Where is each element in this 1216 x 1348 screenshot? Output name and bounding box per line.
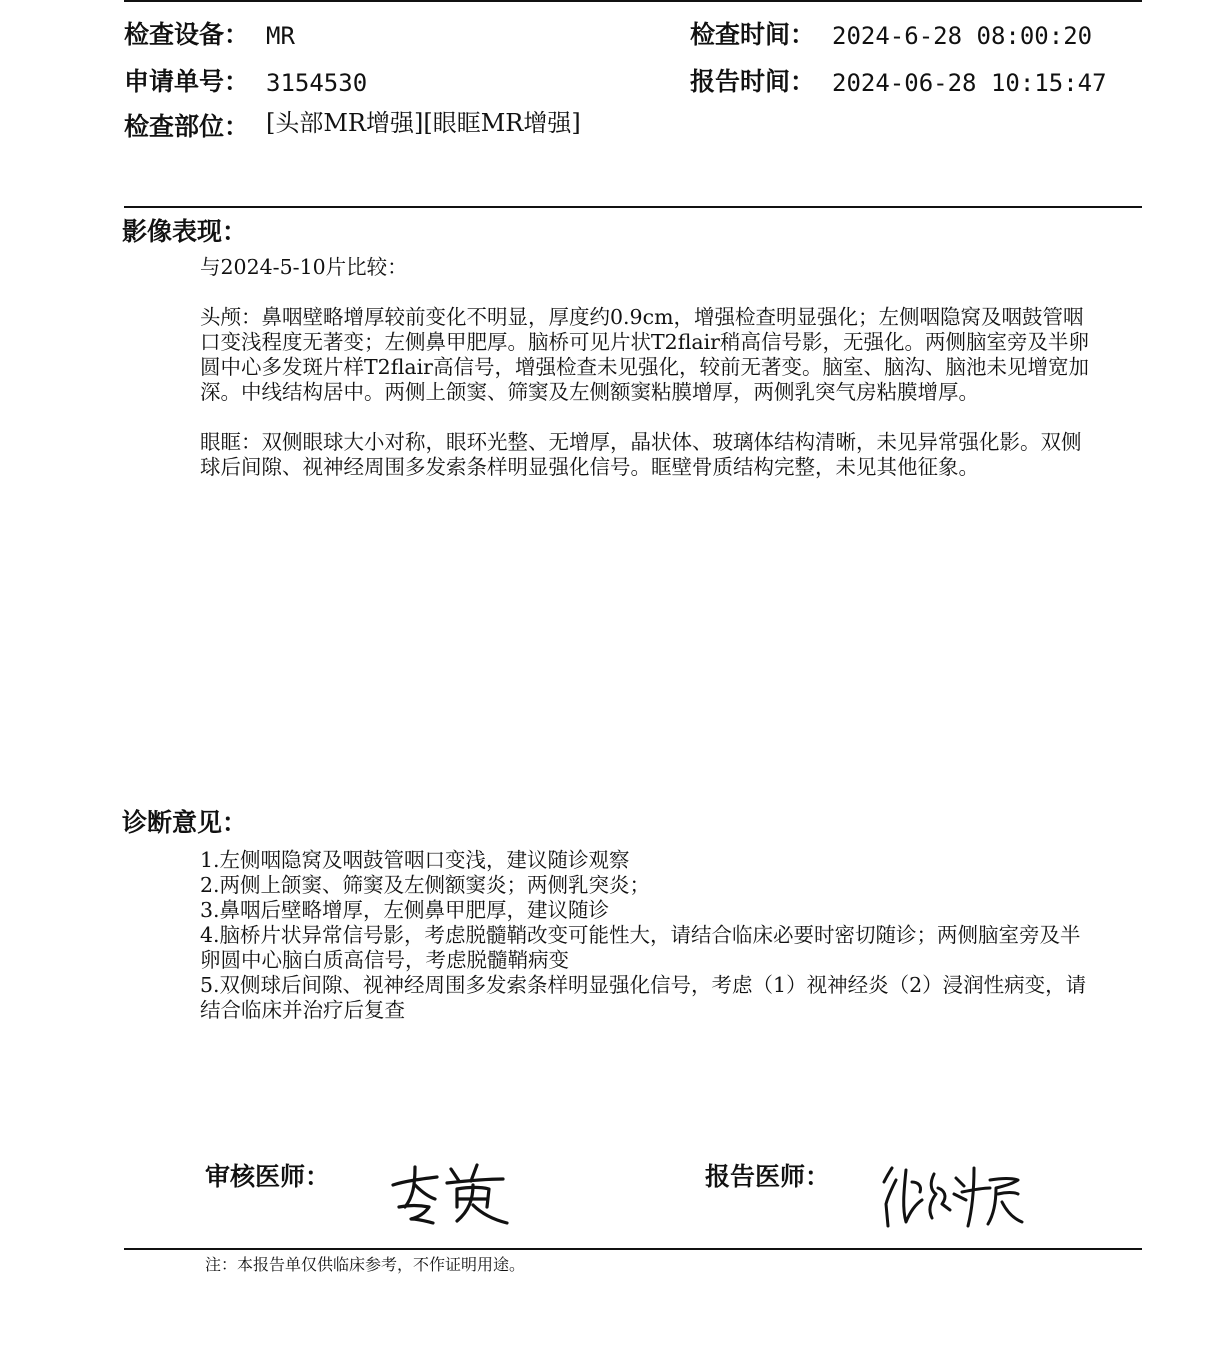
request-no-label: 申请单号： xyxy=(124,67,250,96)
exam-time-label: 检查时间： xyxy=(690,20,816,49)
diagnosis-item-5: 5.双侧球后间隙、视神经周围多发索条样明显强化信号，考虑（1）视神经炎（2）浸润性病变，请结合临床并治疗后复查 xyxy=(200,973,1087,1022)
findings-intro: 与2024-5-10片比较： xyxy=(200,255,408,279)
device-label: 检查设备： xyxy=(124,20,250,49)
device-value: MR xyxy=(266,22,295,50)
findings-rule xyxy=(124,206,1142,208)
diagnosis-body xyxy=(200,848,1100,1023)
diagnosis-item-1: 1.左侧咽隐窝及咽鼓管咽口变浅，建议随诊观察 xyxy=(200,848,630,872)
findings-head: 头颅：鼻咽壁略增厚较前变化不明显，厚度约0.9cm，增强检查明显强化；左侧咽隐窝及咽鼓管咽口变浅程度无著变；左侧鼻甲肥厚。脑桥可见片状T2flair稍高信号影，无强化。两侧脑室旁及半卵圆中心多发斑片样T2flair高信号，增强检查未见强化，较前无著变。脑室、脑沟、脑池未见增宽加深。中线结构居中。两侧上颌窦、筛窦及左侧额窦粘膜增厚，两侧乳突气房粘膜增厚。 xyxy=(200,305,1089,404)
diagnosis-title: 诊断意见： xyxy=(122,808,248,837)
reporter-signature xyxy=(878,1160,1028,1235)
diagnosis-item-3: 3.鼻咽后壁略增厚，左侧鼻甲肥厚，建议随诊 xyxy=(200,898,610,922)
reporter-label: 报告医师： xyxy=(705,1162,831,1191)
diagnosis-item-2: 2.两侧上颌窦、筛窦及左侧额窦炎；两侧乳突炎； xyxy=(200,873,651,897)
exam-part-label: 检查部位： xyxy=(124,112,250,141)
top-rule xyxy=(124,0,1142,2)
reviewer-signature xyxy=(385,1155,520,1230)
request-no-value: 3154530 xyxy=(266,69,368,97)
exam-time-value: 2024-6-28 08:00:20 xyxy=(832,22,1093,50)
report-time-label: 报告时间： xyxy=(690,67,816,96)
diagnosis-item-4: 4.脑桥片状异常信号影，考虑脱髓鞘改变可能性大，请结合临床必要时密切随诊；两侧脑室旁及半卵圆中心脑白质高信号，考虑脱髓鞘病变 xyxy=(200,923,1081,972)
report-time-value: 2024-06-28 10:15:47 xyxy=(832,69,1107,97)
exam-part-value: [头部MR增强][眼眶MR增强] xyxy=(266,109,581,137)
bottom-rule xyxy=(124,1248,1142,1250)
findings-body xyxy=(200,255,1100,480)
findings-orbit: 眼眶：双侧眼球大小对称，眼环光整、无增厚，晶状体、玻璃体结构清晰，未见异常强化影。双侧球后间隙、视神经周围多发索条样明显强化信号。眶壁骨质结构完整，未见其他征象。 xyxy=(200,430,1082,479)
findings-title: 影像表现： xyxy=(122,217,248,246)
reviewer-label: 审核医师： xyxy=(205,1162,331,1191)
footer-note: 注：本报告单仅供临床参考，不作证明用途。 xyxy=(205,1255,526,1274)
